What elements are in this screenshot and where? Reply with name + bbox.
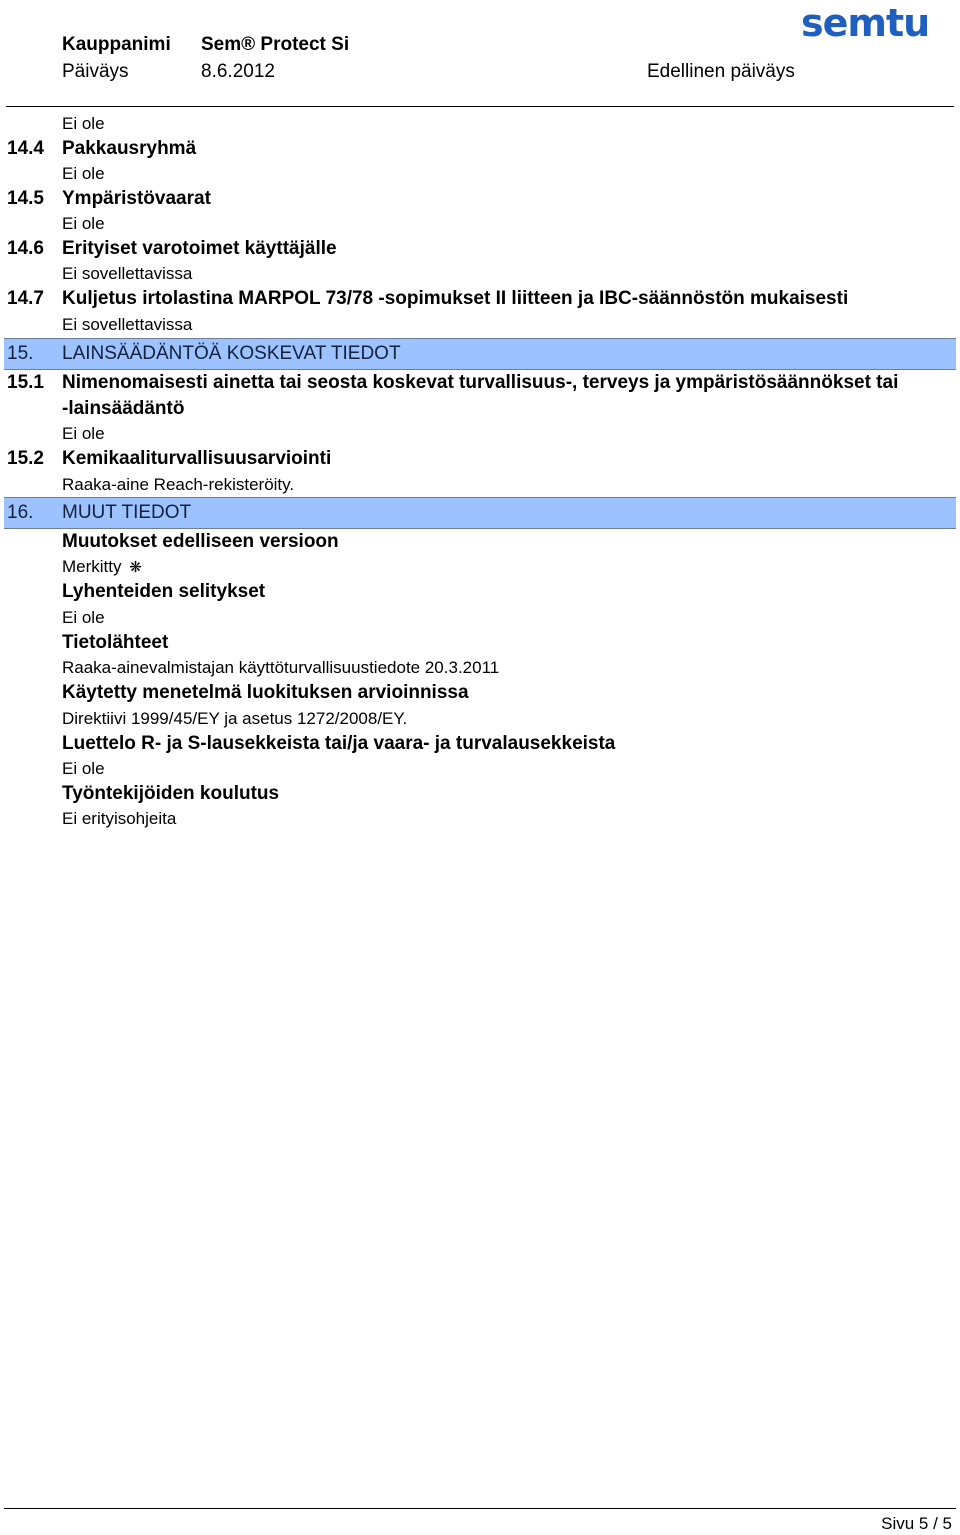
value-text: Ei sovellettavissa [62, 264, 193, 283]
value-text: Direktiivi 1999/45/EY ja asetus 1272/2008/EY. [62, 709, 408, 728]
header-divider [6, 106, 954, 107]
section-title-specific-regulations-cont: -lainsäädäntö [62, 398, 185, 419]
value-text: Raaka-aine Reach-rekisteröity. [62, 475, 295, 494]
section-header-16 [4, 497, 956, 529]
section-number: 14.7 [7, 288, 44, 309]
section-title-chemical-safety-assessment: Kemikaaliturvallisuusarviointi [62, 448, 332, 469]
asterisk-marker-icon: ❋ [129, 558, 142, 576]
value-text-changes [62, 556, 142, 578]
section-header-15 [4, 338, 956, 370]
section-number: 14.4 [7, 138, 44, 159]
section-number: 15. [7, 343, 34, 364]
section-title-special-precautions: Erityiset varotoimet käyttäjälle [62, 238, 337, 259]
item-title-phrases: Luettelo R- ja S-lausekkeista tai/ja vaara- ja turvalausekkeista [62, 733, 616, 754]
item-title-changes: Muutokset edelliseen versioon [62, 531, 339, 552]
date-label: Päiväys [62, 61, 129, 82]
value-text: Ei ole [62, 759, 105, 778]
page-number: Sivu 5 / 5 [881, 1514, 952, 1533]
changes-value: Merkitty [62, 557, 122, 576]
section-title-regulatory-info: LAINSÄÄDÄNTÖÄ KOSKEVAT TIEDOT [62, 343, 401, 364]
section-title-specific-regulations: Nimenomaisesti ainetta tai seosta koskevat turvallisuus-, terveys ja ympäristösäännökset tai [62, 372, 899, 393]
section-number: 15.2 [7, 448, 44, 469]
previous-date-label: Edellinen päiväys [647, 61, 795, 82]
value-text: Ei ole [62, 424, 105, 443]
value-text: Ei ole [62, 214, 105, 233]
value-text: Ei erityisohjeita [62, 809, 177, 828]
item-title-training: Työntekijöiden koulutus [62, 783, 280, 804]
section-title-environmental-hazards: Ympäristövaarat [62, 188, 211, 209]
value-text: Ei ole [62, 114, 105, 133]
section-number: 14.5 [7, 188, 44, 209]
section-title-packing-group: Pakkausryhmä [62, 138, 197, 159]
section-title-bulk-transport: Kuljetus irtolastina MARPOL 73/78 -sopimukset II liitteen ja IBC-säännöstön mukaisesti [62, 288, 849, 309]
item-title-sources: Tietolähteet [62, 632, 169, 653]
date-value: 8.6.2012 [201, 61, 275, 82]
section-number: 14.6 [7, 238, 44, 259]
item-title-abbreviations: Lyhenteiden selitykset [62, 581, 266, 602]
merchant-value: Sem® Protect Si [201, 34, 350, 55]
value-text: Ei sovellettavissa [62, 315, 193, 334]
section-title-other-info: MUUT TIEDOT [62, 502, 192, 523]
value-text: Ei ole [62, 608, 105, 627]
footer-divider [4, 1508, 956, 1509]
merchant-label: Kauppanimi [62, 34, 171, 55]
semtu-logo: semtu [801, 1, 930, 45]
value-text: Ei ole [62, 164, 105, 183]
item-title-classification-method: Käytetty menetelmä luokituksen arvioinnissa [62, 682, 469, 703]
section-number: 15.1 [7, 372, 44, 393]
value-text: Raaka-ainevalmistajan käyttöturvallisuustiedote 20.3.2011 [62, 658, 500, 677]
section-number: 16. [7, 502, 34, 523]
